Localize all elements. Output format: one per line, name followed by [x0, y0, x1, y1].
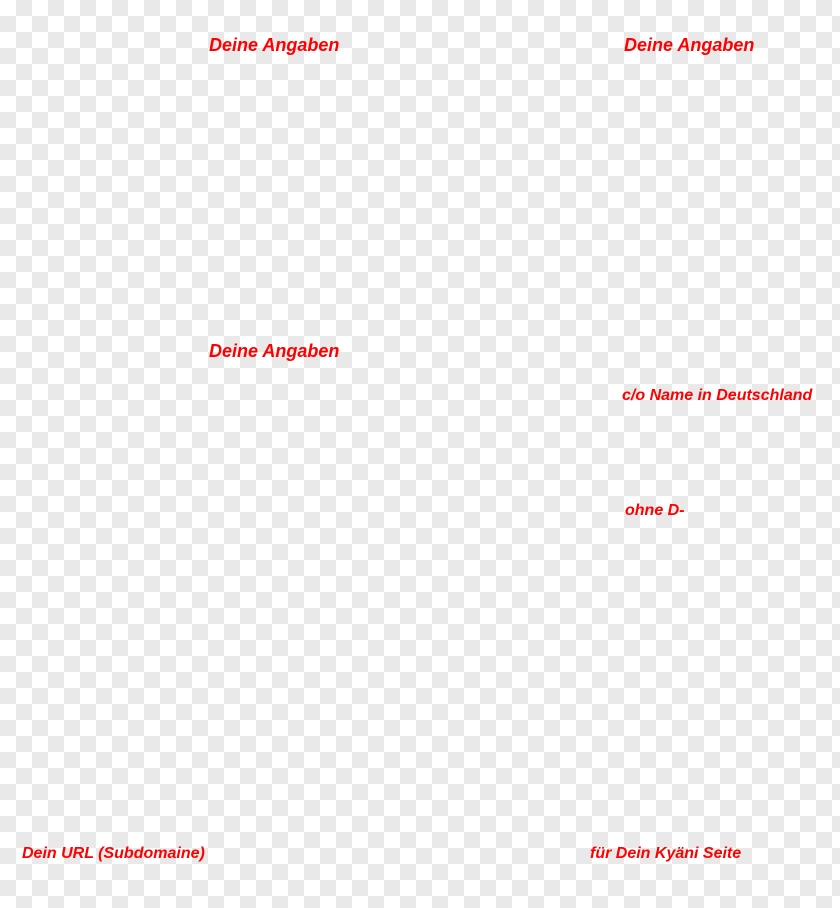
annotation-fuer-dein-kyaeni-seite: für Dein Kyäni Seite — [590, 845, 742, 862]
annotation-dein-url-subdomaine: Dein URL (Subdomaine) — [22, 845, 205, 862]
annotation-ohne-d: ohne D- — [625, 502, 685, 519]
annotation-co-name-in-deutschland: c/o Name in Deutschland — [622, 387, 813, 404]
annotation-deine-angaben-top-left: Deine Angaben — [209, 35, 340, 55]
annotation-deine-angaben-middle-left: Deine Angaben — [209, 341, 340, 361]
annotation-deine-angaben-top-right: Deine Angaben — [624, 35, 755, 55]
